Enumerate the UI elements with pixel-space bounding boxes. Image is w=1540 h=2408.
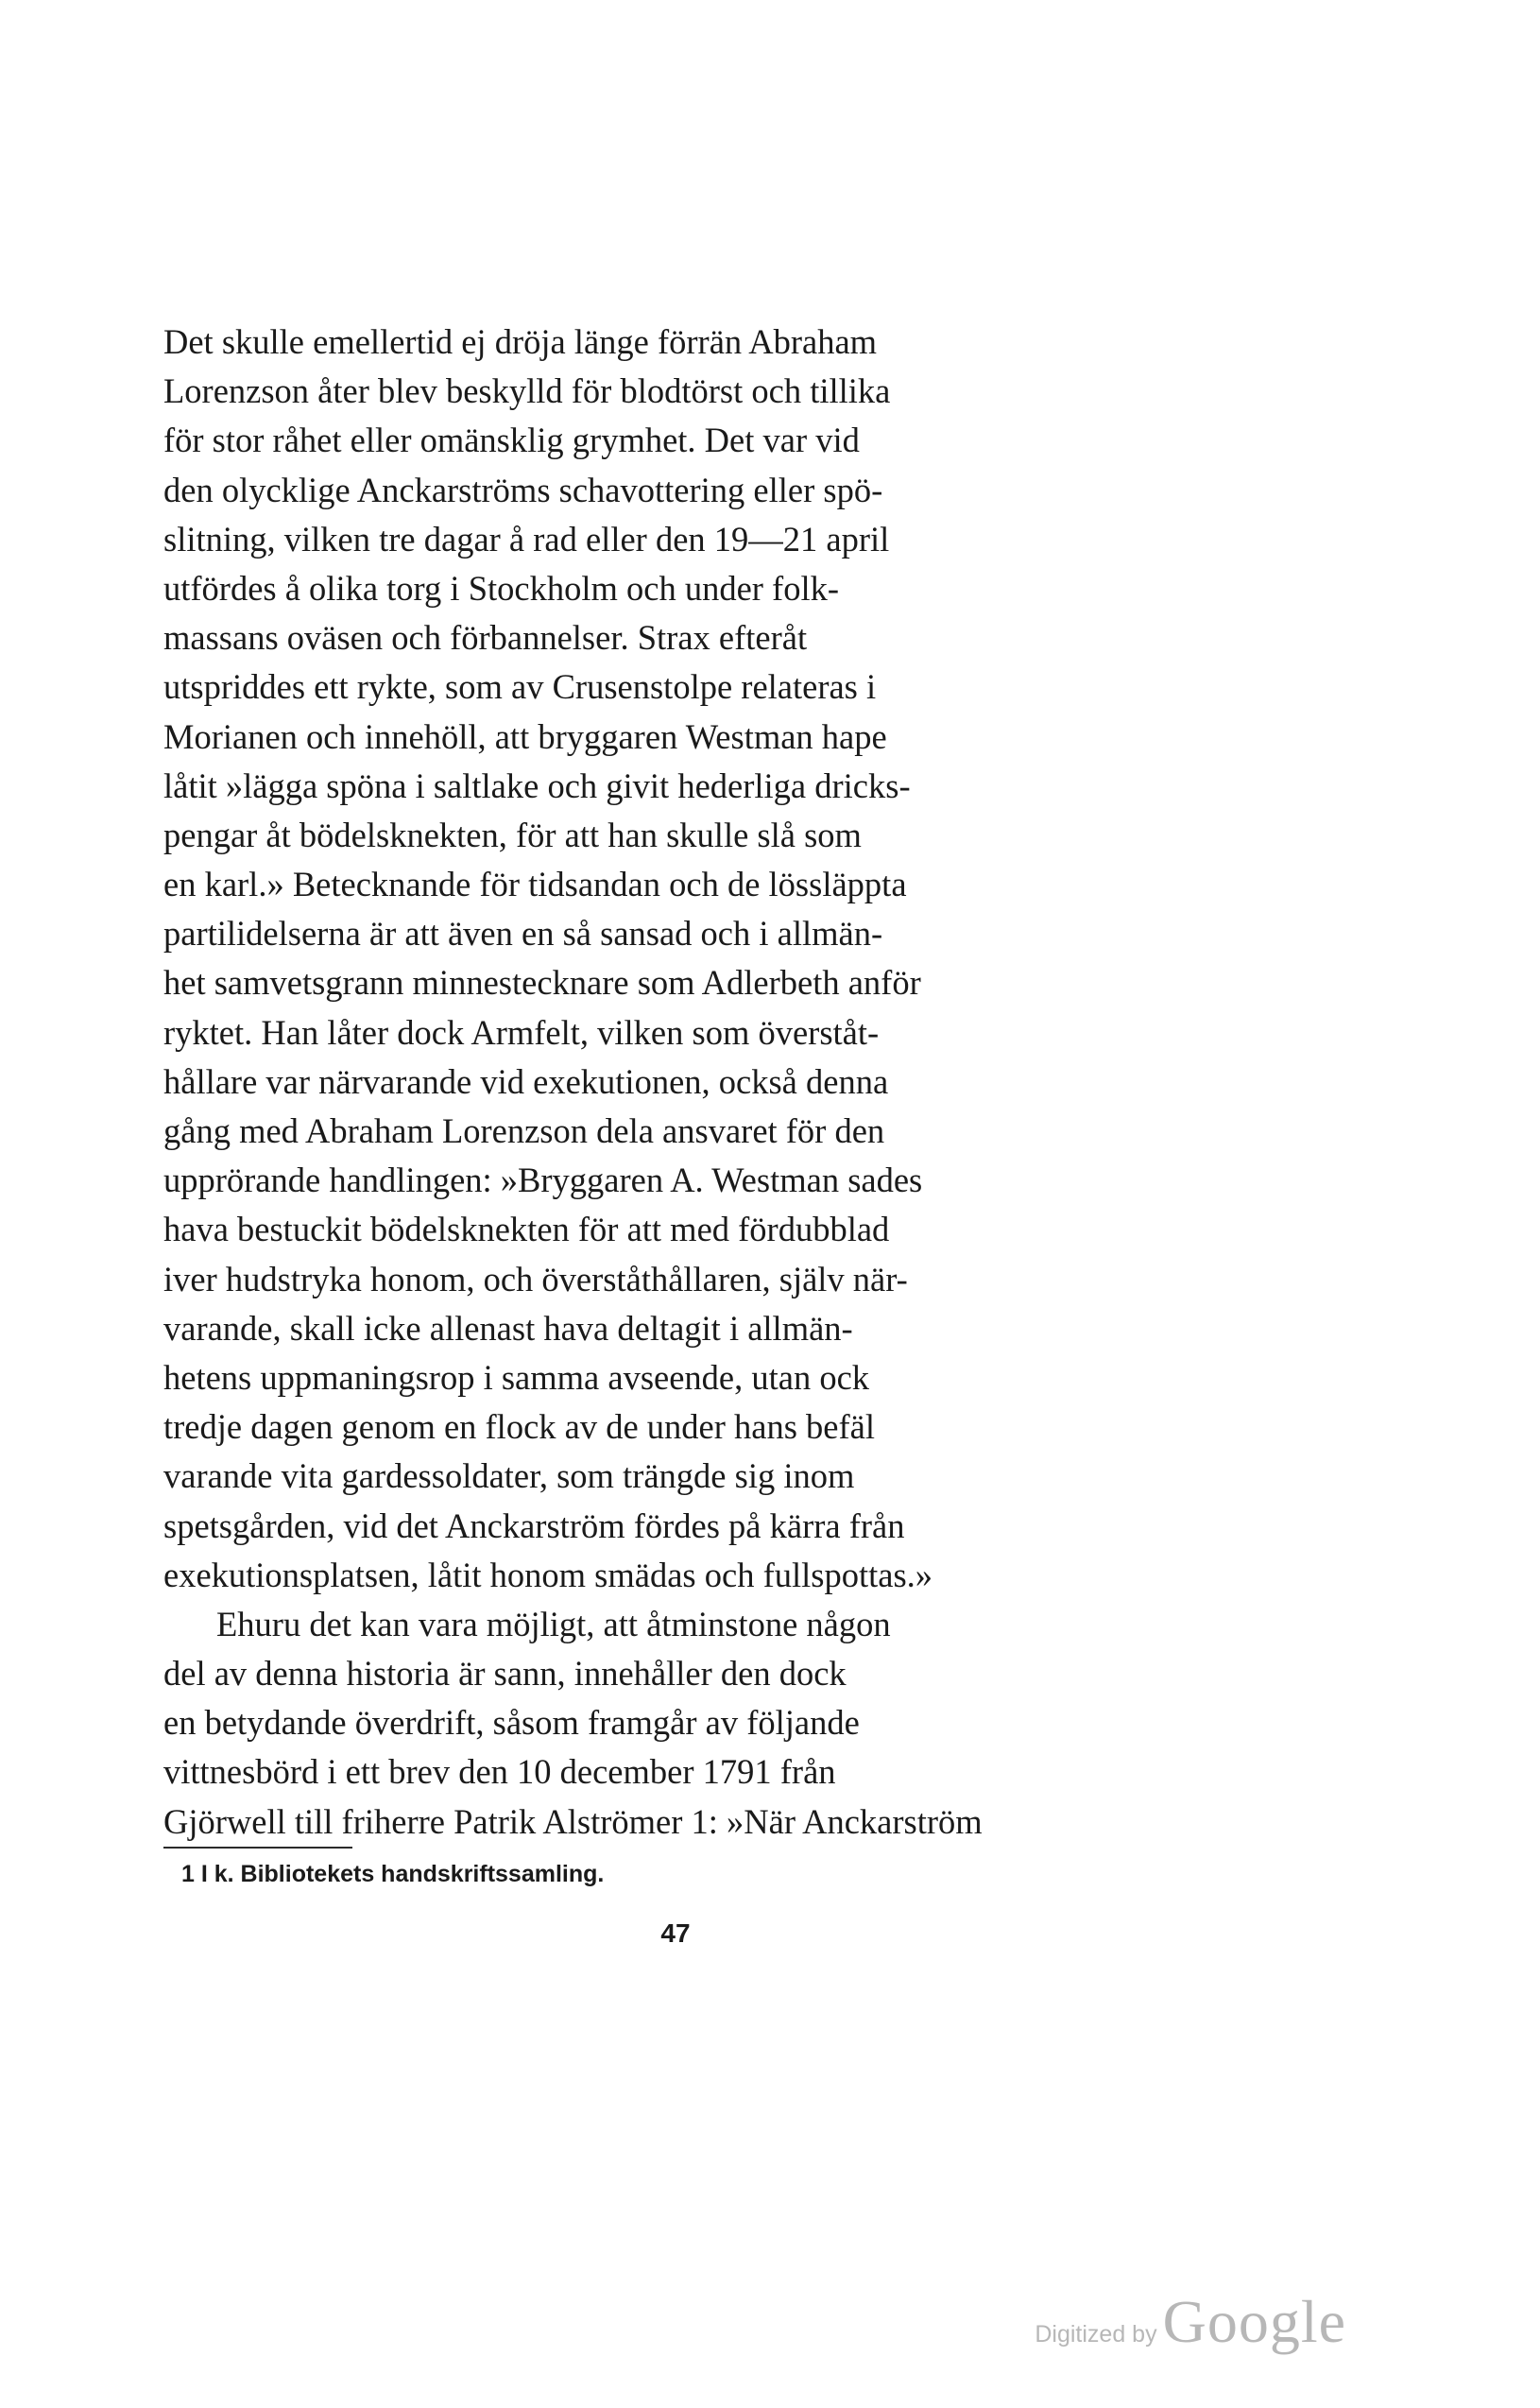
line-19: hava bestuckit bödelsknekten för att med fördubblad: [163, 1210, 890, 1249]
line-9: Morianen och innehöll, att bryggaren Westman hape: [163, 716, 887, 756]
line-18: upprörande handlingen: »Bryggaren A. Westman sades: [163, 1161, 923, 1200]
text-line: [163, 909, 1184, 958]
text-line: [163, 367, 1184, 416]
text-line: [163, 515, 1184, 564]
text-line: [163, 713, 1184, 762]
text-line: [163, 1649, 1184, 1698]
text-line: [163, 1402, 1184, 1452]
text-line: [163, 1698, 1184, 1747]
text-line: [163, 1797, 1184, 1847]
line-28: del av denna historia är sann, innehåller den dock: [163, 1654, 847, 1694]
text-line: [163, 1600, 1184, 1649]
line-21: varande, skall icke allenast hava deltagit i allmän-: [163, 1308, 853, 1348]
text-line: [163, 958, 1184, 1007]
line-26: exekutionsplatsen, låtit honom smädas och fullspottas.»: [163, 1555, 933, 1594]
line-12: en karl.» Betecknande för tidsandan och de lössläppta: [163, 865, 907, 904]
line-4: den olycklige Anckarströms schavottering eller spö-: [163, 470, 883, 509]
text-line: [163, 1304, 1184, 1353]
text-line: [163, 1353, 1184, 1402]
line-6: utfördes å olika torg i Stockholm och under folk-: [163, 568, 839, 608]
line-23: tredje dagen genom en flock av de under hans befäl: [163, 1407, 876, 1447]
text-line: [163, 662, 1184, 712]
line-31: Gjörwell till friherre Patrik Alströmer 1: »När Anckarström: [163, 1801, 983, 1841]
line-7: massans oväsen och förbannelser. Strax efteråt: [163, 618, 808, 658]
text-line: [163, 564, 1184, 613]
text-line: [163, 811, 1184, 860]
text-line: [163, 466, 1184, 515]
line-1: Det skulle emellertid ej dröja länge förrän Abraham: [163, 322, 878, 361]
text-line: [163, 1008, 1184, 1058]
page-number: 47: [660, 1918, 691, 1948]
line-24: varande vita gardessoldater, som trängde sig inom: [163, 1456, 855, 1496]
text-line: [163, 1156, 1184, 1205]
text-line: [163, 1205, 1184, 1254]
text-line: [163, 1107, 1184, 1156]
text-line: [163, 1747, 1184, 1797]
digitized-watermark: [1035, 2287, 1346, 2357]
line-20: iver hudstryka honom, och överståthållaren, själv när-: [163, 1259, 908, 1299]
line-16: hållare var närvarande vid exekutionen, också denna: [163, 1061, 889, 1101]
line-25: spetsgården, vid det Anckarström fördes på kärra från: [163, 1505, 905, 1545]
footnote: 1 I k. Bibliotekets handskriftssamling.: [181, 1861, 605, 1887]
line-3: för stor råhet eller omänsklig grymhet. Det var vid: [163, 421, 860, 460]
text-line: [163, 1058, 1184, 1107]
text-line: [163, 416, 1184, 465]
text-line: [163, 1255, 1184, 1304]
text-line: [163, 1452, 1184, 1501]
text-line: [163, 318, 1184, 367]
line-30: vittnesbörd i ett brev den 10 december 1791 från: [163, 1752, 836, 1792]
line-17: gång med Abraham Lorenzson dela ansvaret för den: [163, 1111, 885, 1150]
body-text: [163, 318, 1184, 1847]
text-line: [163, 762, 1184, 811]
line-22: hetens uppmaningsrop i samma avseende, utan ock: [163, 1357, 870, 1397]
line-5: slitning, vilken tre dagar å rad eller den 19—21 april: [163, 519, 890, 559]
line-29: en betydande överdrift, såsom framgår av följande: [163, 1703, 860, 1743]
watermark-prefix: Digitized by: [1035, 2321, 1157, 2348]
google-logo: Google: [1162, 2288, 1346, 2355]
line-2: Lorenzson åter blev beskylld för blodtörst och tillika: [163, 371, 891, 411]
text-line: [163, 1551, 1184, 1600]
footnote-divider: [163, 1847, 352, 1849]
line-11: pengar åt bödelsknekten, för att han skulle slå som: [163, 815, 862, 854]
line-13: partilidelserna är att även en så sansad och i allmän-: [163, 914, 883, 954]
text-line: [163, 860, 1184, 909]
line-8: utspriddes ett rykte, som av Crusenstolpe relateras i: [163, 667, 877, 707]
text-line: [163, 613, 1184, 662]
text-line: [163, 1502, 1184, 1551]
line-10: låtit »lägga spöna i saltlake och givit hederliga dricks-: [163, 765, 911, 805]
line-14: het samvetsgrann minnestecknare som Adlerbeth anför: [163, 963, 921, 1003]
line-27: Ehuru det kan vara möjligt, att åtminstone någon: [216, 1604, 891, 1643]
line-15: ryktet. Han låter dock Armfelt, vilken som överståt-: [163, 1012, 880, 1052]
